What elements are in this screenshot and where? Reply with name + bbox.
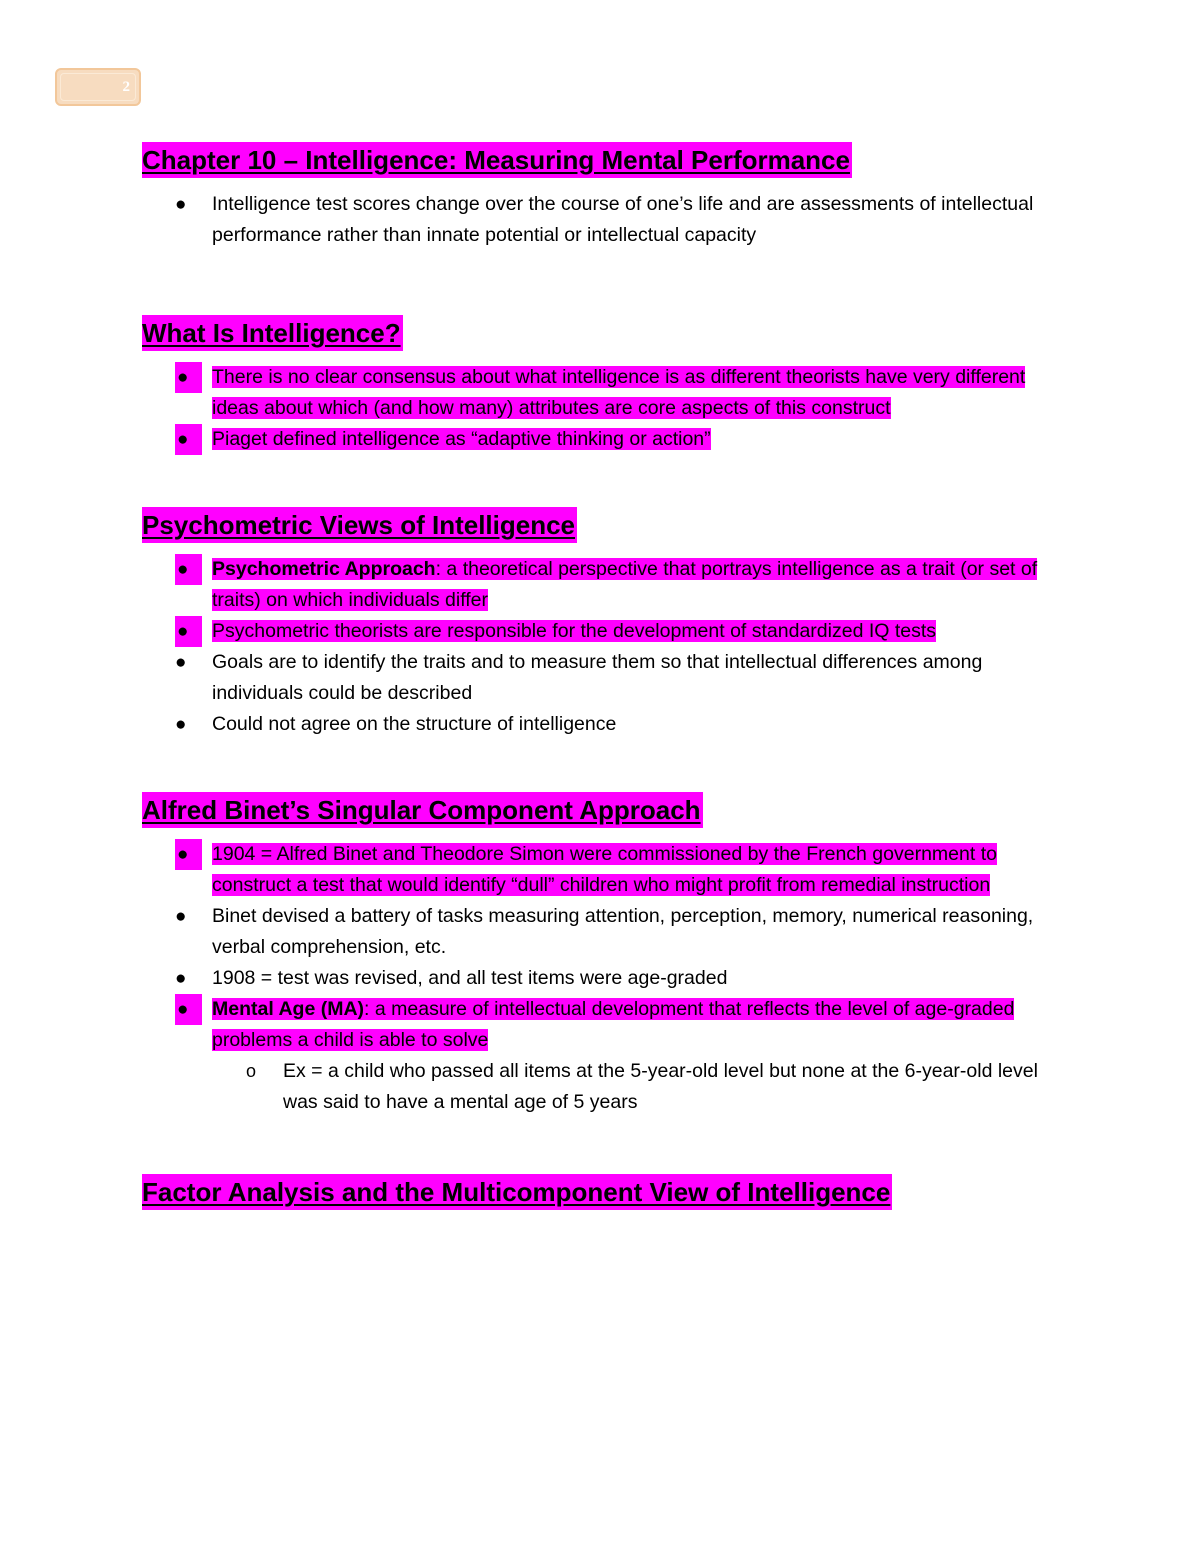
item-text: 1904 = Alfred Binet and Theodore Simon were commissioned by the French government to construct a test that would identify “dull” children who might profit from remedial instruction xyxy=(212,843,997,896)
list-item xyxy=(142,554,1062,616)
section-heading: Psychometric Views of Intelligence xyxy=(142,507,577,543)
list-item xyxy=(142,709,1062,740)
item-text: There is no clear consensus about what intelligence is as different theorists have very different ideas about which (and how many) attributes are core aspects of this construct xyxy=(212,366,1026,419)
list-item xyxy=(142,362,1062,424)
section-heading: Alfred Binet’s Singular Component Approach xyxy=(142,792,703,828)
section-heading: Factor Analysis and the Multicomponent View of Intelligence xyxy=(142,1174,892,1210)
item-text: Goals are to identify the traits and to measure them so that intellectual differences among individuals could be described xyxy=(212,651,983,704)
bullet-icon: ● xyxy=(175,616,202,647)
item-text: Binet devised a battery of tasks measuring attention, perception, memory, numerical reasoning, verbal comprehension, etc. xyxy=(212,905,1034,958)
list-item xyxy=(142,647,1062,709)
bullet-list xyxy=(142,554,1062,740)
bullet-icon: ● xyxy=(175,362,202,393)
bullet-list xyxy=(142,839,1062,1118)
list-item xyxy=(142,616,1062,647)
bullet-icon: ● xyxy=(175,554,202,585)
bullet-icon: ● xyxy=(175,839,202,870)
item-text: Ex = a child who passed all items at the 5-year-old level but none at the 6-year-old level was said to have a mental age of 5 years xyxy=(283,1060,1038,1113)
item-text: Psychometric theorists are responsible for the development of standardized IQ tests xyxy=(212,620,937,642)
section-heading: Chapter 10 – Intelligence: Measuring Mental Performance xyxy=(142,142,852,178)
item-text: Piaget defined intelligence as “adaptive thinking or action” xyxy=(212,428,711,450)
bullet-icon: ● xyxy=(175,994,202,1025)
item-text: : a theoretical perspective that portrays intelligence as a trait (or set of traits) on which individuals differ xyxy=(212,558,1038,611)
item-text: : a measure of intellectual development that reflects the level of age-graded problems a child is able to solve xyxy=(212,998,1015,1051)
item-text: Intelligence test scores change over the course of one’s life and are assessments of intellectual performance rather than innate potential or intellectual capacity xyxy=(212,193,1034,246)
bullet-list xyxy=(142,362,1062,455)
bullet-icon: ● xyxy=(175,652,187,673)
circle-bullet-icon: o xyxy=(246,1061,257,1081)
item-text: Could not agree on the structure of intelligence xyxy=(212,713,617,735)
list-item xyxy=(142,963,1062,994)
list-item xyxy=(142,839,1062,901)
section-heading: What Is Intelligence? xyxy=(142,315,403,351)
page-number: 2 xyxy=(122,79,130,95)
item-term: Psychometric Approach xyxy=(212,558,436,580)
bullet-icon: ● xyxy=(175,424,202,455)
list-item xyxy=(142,901,1062,963)
item-text: 1908 = test was revised, and all test items were age-graded xyxy=(212,967,728,989)
list-item-sub xyxy=(142,1056,1062,1118)
page-number-badge xyxy=(55,68,141,106)
list-item xyxy=(142,424,1062,455)
bullet-icon: ● xyxy=(175,714,187,735)
bullet-icon: ● xyxy=(175,968,187,989)
list-item xyxy=(142,994,1062,1056)
document-body xyxy=(142,142,1062,1210)
bullet-icon: ● xyxy=(175,194,187,215)
bullet-icon: ● xyxy=(175,906,187,927)
list-item xyxy=(142,189,1062,251)
item-term: Mental Age (MA) xyxy=(212,998,365,1020)
bullet-list xyxy=(142,189,1062,251)
